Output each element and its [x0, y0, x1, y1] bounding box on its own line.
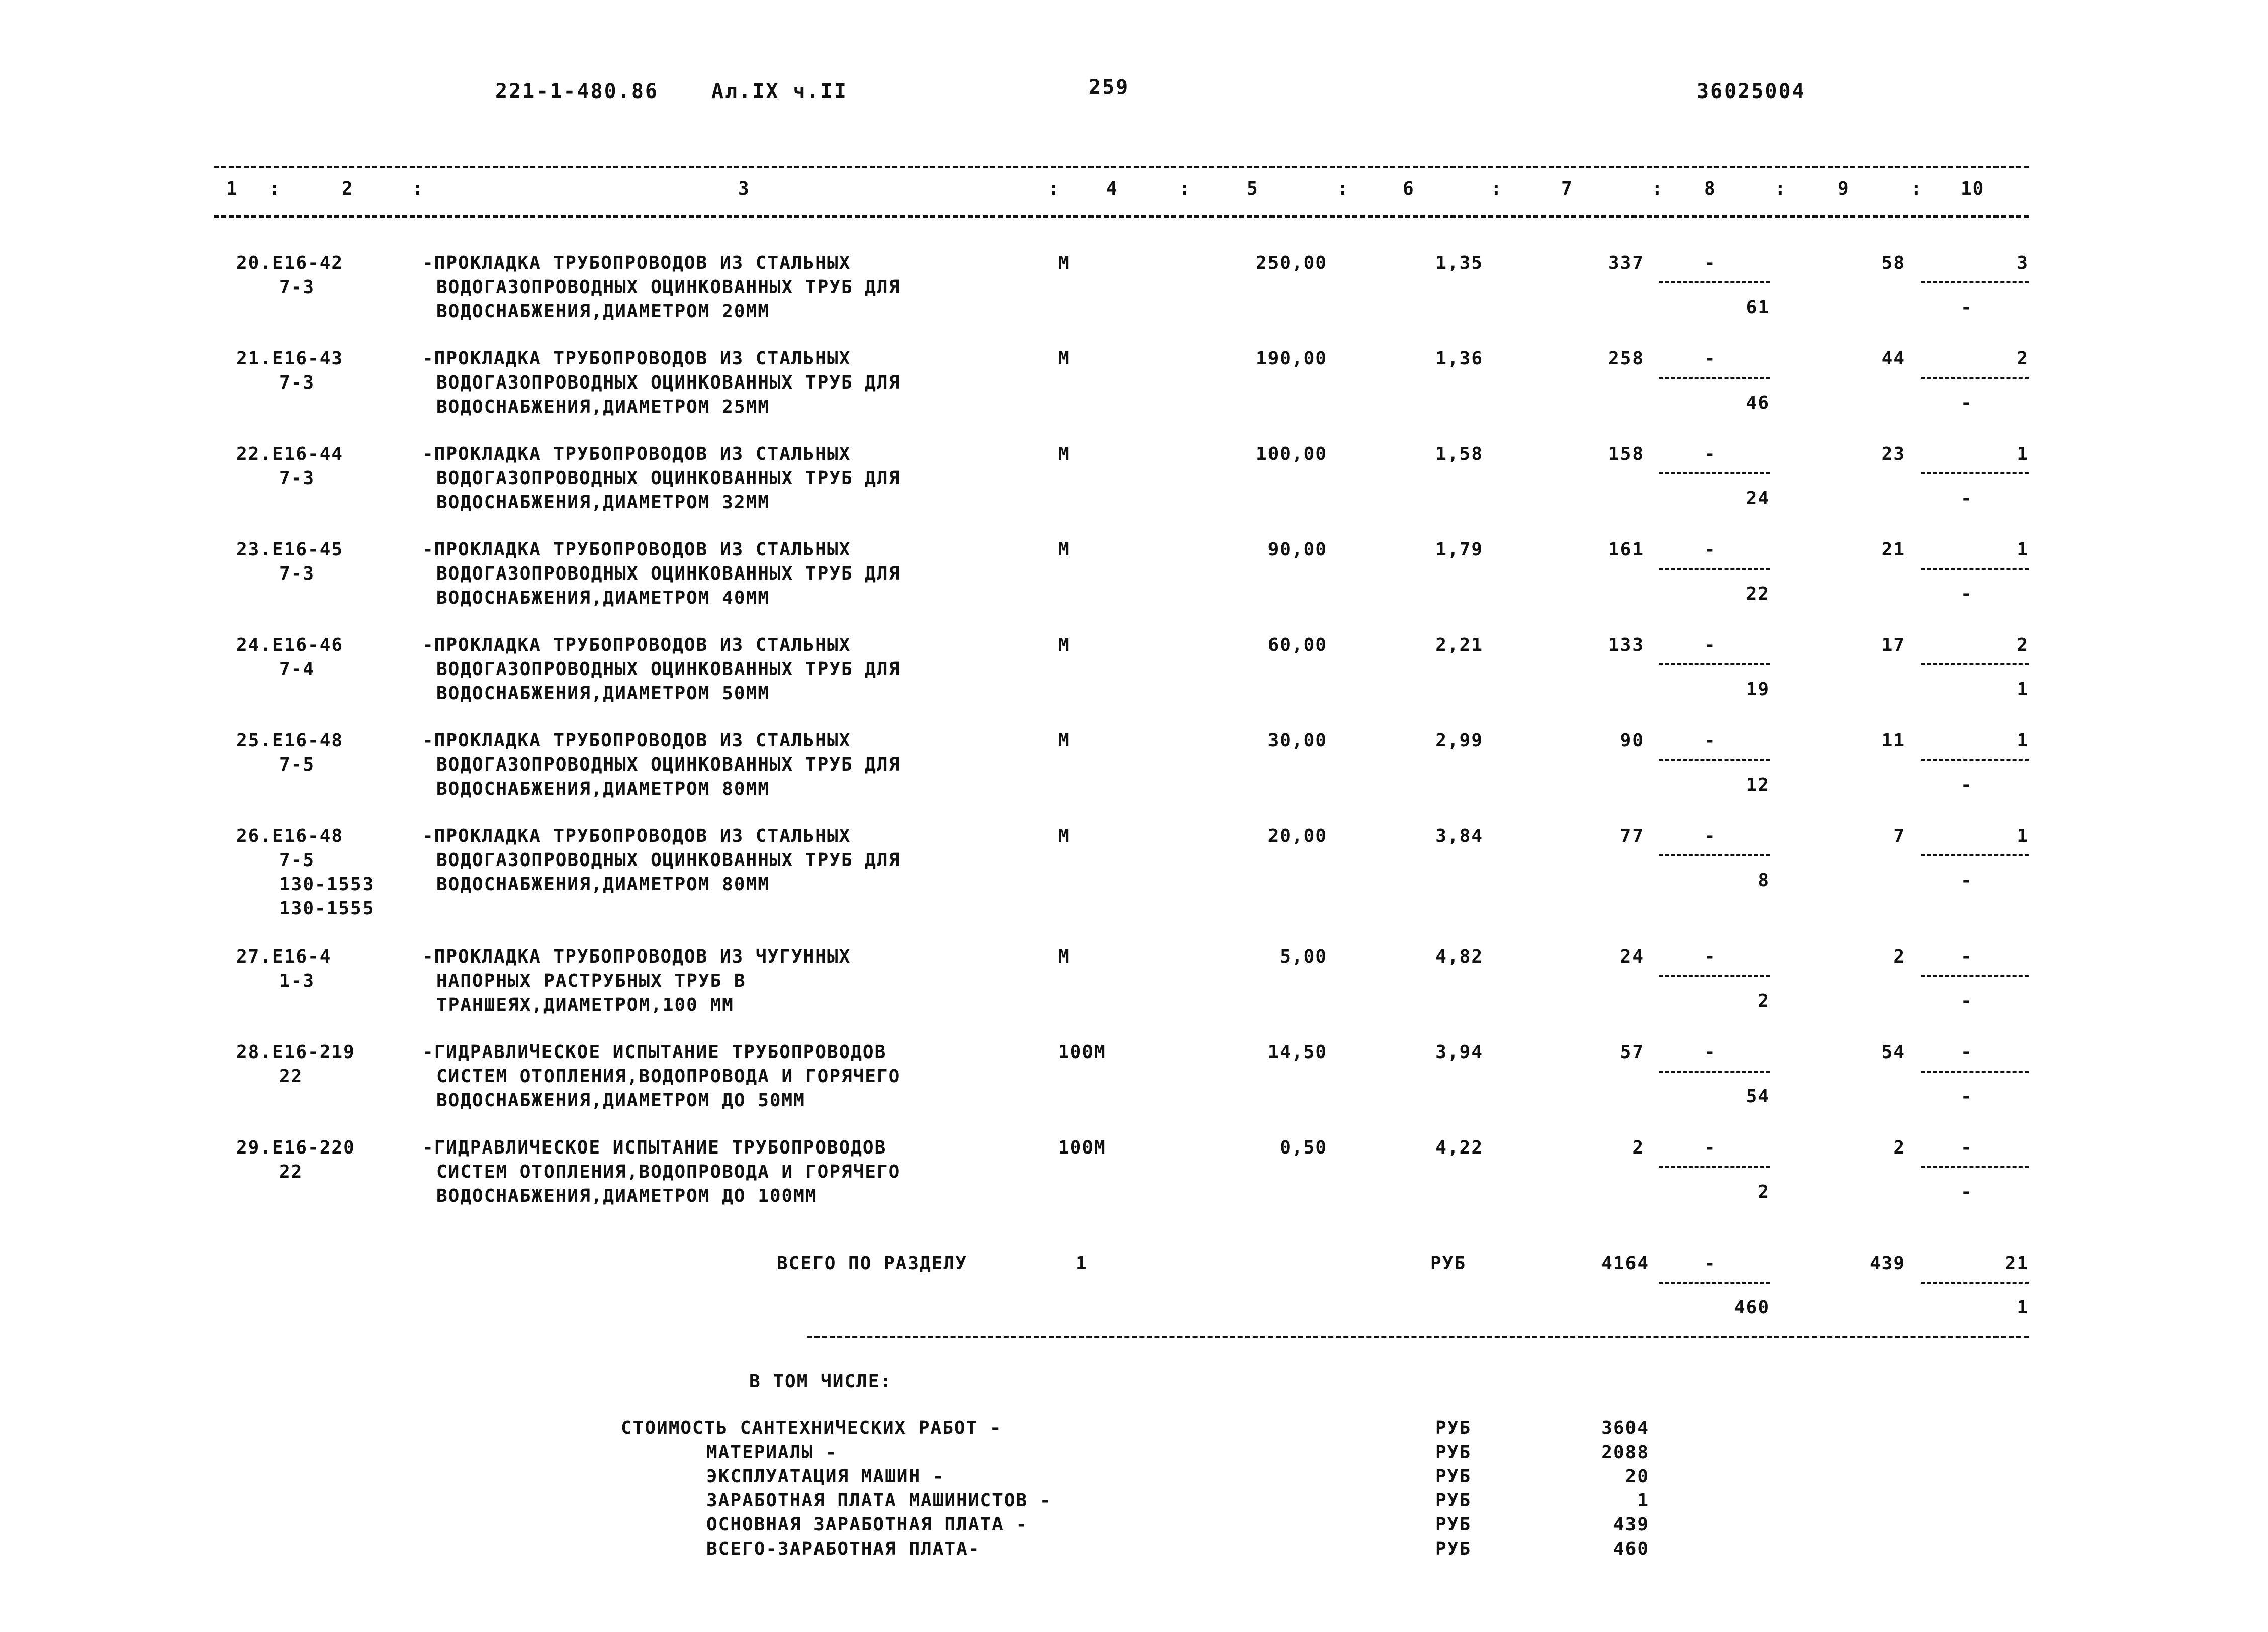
document-code: 221-1-480.86	[495, 80, 659, 103]
item-description: -ПРОКЛАДКА ТРУБОПРОВОДОВ ИЗ СТАЛЬНЫХ	[422, 348, 851, 369]
item-description: -ГИДРАВЛИЧЕСКОЕ ИСПЫТАНИЕ ТРУБОПРОВОДОВ	[422, 1042, 887, 1063]
item-col9: 2	[1893, 946, 1906, 967]
fraction-rule	[1921, 1071, 2029, 1073]
item-col10-bottom: -	[1961, 584, 1973, 604]
fraction-rule	[1921, 281, 2029, 283]
item-description: -ПРОКЛАДКА ТРУБОПРОВОДОВ ИЗ СТАЛЬНЫХ	[422, 826, 851, 846]
fraction-rule	[1921, 975, 2029, 977]
table-row	[0, 251, 2268, 347]
item-col8-top: -	[1704, 635, 1716, 655]
fraction-rule	[1659, 759, 1770, 761]
col-sep: :	[269, 178, 281, 199]
item-total: 90	[1620, 730, 1644, 751]
table-row	[0, 538, 2268, 633]
item-code: 29.Е16-220	[236, 1137, 355, 1158]
item-col9: 44	[1881, 348, 1906, 369]
item-col8-top: -	[1704, 348, 1716, 369]
table-top-rule	[214, 166, 2029, 168]
item-code: 24.Е16-46	[236, 635, 344, 655]
item-col10-bottom: -	[1961, 870, 1973, 891]
col-num-10: 10	[1961, 178, 1985, 199]
page-number: 259	[1088, 76, 1130, 99]
table-row	[0, 347, 2268, 442]
item-code-ref: 22	[279, 1066, 303, 1087]
item-code-ref: 7-3	[279, 563, 315, 584]
item-description: ВОДОГАЗОПРОВОДНЫХ ОЦИНКОВАННЫХ ТРУБ ДЛЯ	[436, 372, 901, 393]
col-num-3: 3	[738, 178, 750, 199]
fraction-rule	[1659, 1282, 1770, 1284]
item-unit: М	[1058, 539, 1070, 560]
total-col8-top: -	[1704, 1253, 1716, 1274]
item-description: ВОДОСНАБЖЕНИЯ,ДИАМЕТРОМ 40ММ	[436, 588, 770, 608]
item-col8-bottom: 8	[1758, 870, 1770, 891]
col-sep: :	[1491, 178, 1503, 199]
breakdown-currency: РУБ	[1435, 1490, 1472, 1511]
item-unit-price: 2,99	[1435, 730, 1483, 751]
fraction-rule	[1659, 1071, 1770, 1073]
col-num-1: 1	[226, 178, 238, 199]
section-total-row	[0, 1252, 2268, 1347]
total-col10-bottom: 1	[2017, 1297, 2029, 1318]
col-sep: :	[412, 178, 424, 199]
table-row	[0, 1040, 2268, 1136]
item-col10-top: 1	[2017, 730, 2029, 751]
item-description: СИСТЕМ ОТОПЛЕНИЯ,ВОДОПРОВОДА И ГОРЯЧЕГО	[436, 1066, 901, 1087]
item-description: ВОДОСНАБЖЕНИЯ,ДИАМЕТРОМ 50ММ	[436, 683, 770, 704]
col-num-2: 2	[342, 178, 354, 199]
col-num-9: 9	[1838, 178, 1850, 199]
col-sep: :	[1179, 178, 1191, 199]
item-col10-top: 1	[2017, 444, 2029, 464]
item-quantity: 5,00	[1280, 946, 1327, 967]
item-col10-top: 3	[2017, 253, 2029, 273]
item-col8-top: -	[1704, 730, 1716, 751]
col-sep: :	[1911, 178, 1923, 199]
item-col9: 2	[1893, 1137, 1906, 1158]
table-header-rule	[214, 215, 2029, 218]
item-unit: М	[1058, 253, 1070, 273]
item-col8-top: -	[1704, 826, 1716, 846]
item-code: 26.Е16-48	[236, 826, 344, 846]
item-quantity: 190,00	[1255, 348, 1327, 369]
item-description: СИСТЕМ ОТОПЛЕНИЯ,ВОДОПРОВОДА И ГОРЯЧЕГО	[436, 1162, 901, 1182]
item-quantity: 250,00	[1255, 253, 1327, 273]
item-unit-price: 4,82	[1435, 946, 1483, 967]
item-description: ВОДОСНАБЖЕНИЯ,ДИАМЕТРОМ 25ММ	[436, 397, 770, 417]
breakdown-value: 1	[1637, 1490, 1649, 1511]
item-col10-top: 2	[2017, 348, 2029, 369]
item-code-ref: 7-3	[279, 468, 315, 489]
item-description: -ГИДРАВЛИЧЕСКОЕ ИСПЫТАНИЕ ТРУБОПРОВОДОВ	[422, 1137, 887, 1158]
item-unit-price: 3,84	[1435, 826, 1483, 846]
total-amount: 4164	[1601, 1253, 1649, 1274]
item-quantity: 20,00	[1267, 826, 1327, 846]
section-total-label: ВСЕГО ПО РАЗДЕЛУ	[777, 1253, 967, 1274]
item-total: 337	[1608, 253, 1644, 273]
item-col10-bottom: -	[1961, 488, 1973, 509]
item-code: 27.Е16-4	[236, 946, 332, 967]
item-unit-price: 1,79	[1435, 539, 1483, 560]
fraction-rule	[1921, 854, 2029, 856]
fraction-rule	[1659, 472, 1770, 474]
item-description: ВОДОГАЗОПРОВОДНЫХ ОЦИНКОВАННЫХ ТРУБ ДЛЯ	[436, 659, 901, 680]
item-col10-top: -	[1961, 1042, 1973, 1063]
col-sep: :	[1652, 178, 1664, 199]
item-unit: М	[1058, 946, 1070, 967]
table-row	[0, 945, 2268, 1040]
item-unit: М	[1058, 444, 1070, 464]
item-col8-top: -	[1704, 1137, 1716, 1158]
item-col9: 21	[1881, 539, 1906, 560]
item-total: 57	[1620, 1042, 1644, 1063]
item-unit-price: 1,35	[1435, 253, 1483, 273]
item-description: -ПРОКЛАДКА ТРУБОПРОВОДОВ ИЗ СТАЛЬНЫХ	[422, 253, 851, 273]
item-description: ВОДОГАЗОПРОВОДНЫХ ОЦИНКОВАННЫХ ТРУБ ДЛЯ	[436, 468, 901, 489]
table-row	[0, 1136, 2268, 1231]
item-col8-top: -	[1704, 946, 1716, 967]
table-row	[0, 633, 2268, 729]
item-col8-bottom: 2	[1758, 991, 1770, 1011]
total-col8-bottom: 460	[1734, 1297, 1770, 1318]
fraction-rule	[1659, 975, 1770, 977]
col-num-7: 7	[1561, 178, 1573, 199]
breakdown-value: 460	[1613, 1539, 1649, 1559]
item-quantity: 14,50	[1267, 1042, 1327, 1063]
item-description: ВОДОГАЗОПРОВОДНЫХ ОЦИНКОВАННЫХ ТРУБ ДЛЯ	[436, 754, 901, 775]
item-col8-top: -	[1704, 444, 1716, 464]
item-col10-top: 2	[2017, 635, 2029, 655]
item-unit-price: 1,58	[1435, 444, 1483, 464]
item-col8-bottom: 19	[1746, 679, 1770, 700]
breakdown-value: 2088	[1601, 1442, 1649, 1463]
breakdown-label: ВСЕГО-ЗАРАБОТНАЯ ПЛАТА-	[706, 1539, 980, 1559]
col-num-6: 6	[1403, 178, 1415, 199]
item-unit-price: 4,22	[1435, 1137, 1483, 1158]
item-col10-bottom: -	[1961, 1182, 1973, 1202]
col-num-4: 4	[1106, 178, 1118, 199]
item-description: -ПРОКЛАДКА ТРУБОПРОВОДОВ ИЗ СТАЛЬНЫХ	[422, 635, 851, 655]
item-unit: 100М	[1058, 1042, 1106, 1063]
item-description: ВОДОСНАБЖЕНИЯ,ДИАМЕТРОМ 20ММ	[436, 301, 770, 322]
item-unit-price: 1,36	[1435, 348, 1483, 369]
item-code-ref: 130-1555	[279, 898, 375, 919]
breakdown-currency: РУБ	[1435, 1466, 1472, 1487]
item-col8-top: -	[1704, 253, 1716, 273]
item-col10-bottom: 1	[2017, 679, 2029, 700]
item-col10-bottom: -	[1961, 297, 1973, 318]
fraction-rule	[1659, 854, 1770, 856]
item-total: 2	[1632, 1137, 1644, 1158]
fraction-rule	[1659, 663, 1770, 665]
item-code: 22.Е16-44	[236, 444, 344, 464]
item-col8-bottom: 12	[1746, 775, 1770, 795]
item-col9: 7	[1893, 826, 1906, 846]
album-reference: Ал.IX ч.II	[711, 80, 848, 103]
item-col10-top: -	[1961, 946, 1973, 967]
item-col8-top: -	[1704, 539, 1716, 560]
fraction-rule	[1659, 1166, 1770, 1168]
item-total: 77	[1620, 826, 1644, 846]
item-col9: 11	[1881, 730, 1906, 751]
breakdown-label: ЭКСПЛУАТАЦИЯ МАШИН -	[706, 1466, 945, 1487]
item-code-ref: 1-3	[279, 971, 315, 991]
item-code-ref: 7-3	[279, 277, 315, 298]
item-code: 28.Е16-219	[236, 1042, 355, 1063]
fraction-rule	[1921, 1166, 2029, 1168]
item-col10-bottom: -	[1961, 393, 1973, 413]
item-col9: 23	[1881, 444, 1906, 464]
table-row	[0, 824, 2268, 945]
item-description: ВОДОСНАБЖЕНИЯ,ДИАМЕТРОМ ДО 100ММ	[436, 1186, 818, 1206]
fraction-rule	[1921, 472, 2029, 474]
item-total: 24	[1620, 946, 1644, 967]
breakdown-currency: РУБ	[1435, 1514, 1472, 1535]
col-num-5: 5	[1247, 178, 1259, 199]
item-col10-top: -	[1961, 1137, 1973, 1158]
item-description: ТРАНШЕЯХ,ДИАМЕТРОМ,100 ММ	[436, 995, 734, 1015]
item-code: 23.Е16-45	[236, 539, 344, 560]
item-description: ВОДОСНАБЖЕНИЯ,ДИАМЕТРОМ 80ММ	[436, 874, 770, 895]
breakdown-currency: РУБ	[1435, 1442, 1472, 1463]
item-unit: М	[1058, 826, 1070, 846]
item-description: ВОДОГАЗОПРОВОДНЫХ ОЦИНКОВАННЫХ ТРУБ ДЛЯ	[436, 277, 901, 298]
item-code-ref: 22	[279, 1162, 303, 1182]
item-col8-bottom: 24	[1746, 488, 1770, 509]
item-col9: 54	[1881, 1042, 1906, 1063]
item-col10-top: 1	[2017, 539, 2029, 560]
item-description: ВОДОСНАБЖЕНИЯ,ДИАМЕТРОМ 80ММ	[436, 779, 770, 799]
item-col8-bottom: 2	[1758, 1182, 1770, 1202]
breakdown-value: 3604	[1601, 1418, 1649, 1438]
item-col8-bottom: 61	[1746, 297, 1770, 318]
item-description: -ПРОКЛАДКА ТРУБОПРОВОДОВ ИЗ СТАЛЬНЫХ	[422, 539, 851, 560]
item-col8-bottom: 54	[1746, 1086, 1770, 1107]
item-code: 21.Е16-43	[236, 348, 344, 369]
breakdown-label: ЗАРАБОТНАЯ ПЛАТА МАШИНИСТОВ -	[706, 1490, 1052, 1511]
item-unit: М	[1058, 348, 1070, 369]
item-code: 20.Е16-42	[236, 253, 344, 273]
col-sep: :	[1048, 178, 1060, 199]
breakdown-heading: В ТОМ ЧИСЛЕ:	[749, 1371, 892, 1392]
breakdown-currency: РУБ	[1435, 1539, 1472, 1559]
item-col9: 58	[1881, 253, 1906, 273]
item-col10-top: 1	[2017, 826, 2029, 846]
item-description: -ПРОКЛАДКА ТРУБОПРОВОДОВ ИЗ СТАЛЬНЫХ	[422, 444, 851, 464]
item-total: 161	[1608, 539, 1644, 560]
item-code-ref: 7-5	[279, 850, 315, 871]
item-unit: М	[1058, 730, 1070, 751]
breakdown-label: СТОИМОСТЬ САНТЕХНИЧЕСКИХ РАБОТ -	[621, 1418, 1002, 1438]
item-code-ref: 130-1553	[279, 874, 375, 895]
total-rule	[807, 1336, 2029, 1338]
item-col9: 17	[1881, 635, 1906, 655]
fraction-rule	[1921, 1282, 2029, 1284]
fraction-rule	[1659, 377, 1770, 379]
breakdown-label: ОСНОВНАЯ ЗАРАБОТНАЯ ПЛАТА -	[706, 1514, 1028, 1535]
col-sep: :	[1775, 178, 1787, 199]
table-row	[0, 729, 2268, 824]
breakdown-value: 20	[1625, 1466, 1649, 1487]
total-col10-top: 21	[2005, 1253, 2029, 1274]
item-quantity: 100,00	[1255, 444, 1327, 464]
table-row	[0, 442, 2268, 538]
item-code: 25.Е16-48	[236, 730, 344, 751]
total-currency: РУБ	[1430, 1253, 1467, 1274]
item-col8-bottom: 46	[1746, 393, 1770, 413]
fraction-rule	[1921, 377, 2029, 379]
item-unit: 100М	[1058, 1137, 1106, 1158]
item-unit-price: 2,21	[1435, 635, 1483, 655]
item-description: ВОДОСНАБЖЕНИЯ,ДИАМЕТРОМ ДО 50ММ	[436, 1090, 805, 1111]
item-description: -ПРОКЛАДКА ТРУБОПРОВОДОВ ИЗ СТАЛЬНЫХ	[422, 730, 851, 751]
item-col10-bottom: -	[1961, 991, 1973, 1011]
fraction-rule	[1659, 568, 1770, 570]
fraction-rule	[1921, 663, 2029, 665]
item-col8-bottom: 22	[1746, 584, 1770, 604]
item-quantity: 90,00	[1267, 539, 1327, 560]
section-number: 1	[1076, 1253, 1088, 1274]
breakdown-value: 439	[1613, 1514, 1649, 1535]
item-total: 258	[1608, 348, 1644, 369]
item-code-ref: 7-4	[279, 659, 315, 680]
item-description: -ПРОКЛАДКА ТРУБОПРОВОДОВ ИЗ ЧУГУННЫХ	[422, 946, 851, 967]
total-col9: 439	[1869, 1253, 1906, 1274]
document-number: 36025004	[1697, 80, 1806, 103]
item-code-ref: 7-5	[279, 754, 315, 775]
item-description: ВОДОГАЗОПРОВОДНЫХ ОЦИНКОВАННЫХ ТРУБ ДЛЯ	[436, 850, 901, 871]
fraction-rule	[1921, 568, 2029, 570]
item-total: 133	[1608, 635, 1644, 655]
item-unit-price: 3,94	[1435, 1042, 1483, 1063]
item-unit: М	[1058, 635, 1070, 655]
item-description: НАПОРНЫХ РАСТРУБНЫХ ТРУБ В	[436, 971, 746, 991]
item-description: ВОДОГАЗОПРОВОДНЫХ ОЦИНКОВАННЫХ ТРУБ ДЛЯ	[436, 563, 901, 584]
item-col8-top: -	[1704, 1042, 1716, 1063]
col-num-8: 8	[1704, 178, 1716, 199]
breakdown-label: МАТЕРИАЛЫ -	[706, 1442, 838, 1463]
item-quantity: 0,50	[1280, 1137, 1327, 1158]
fraction-rule	[1921, 759, 2029, 761]
item-col10-bottom: -	[1961, 1086, 1973, 1107]
item-col10-bottom: -	[1961, 775, 1973, 795]
item-code-ref: 7-3	[279, 372, 315, 393]
col-sep: :	[1337, 178, 1349, 199]
item-total: 158	[1608, 444, 1644, 464]
breakdown-currency: РУБ	[1435, 1418, 1472, 1438]
item-description: ВОДОСНАБЖЕНИЯ,ДИАМЕТРОМ 32ММ	[436, 492, 770, 513]
fraction-rule	[1659, 281, 1770, 283]
item-quantity: 60,00	[1267, 635, 1327, 655]
item-quantity: 30,00	[1267, 730, 1327, 751]
